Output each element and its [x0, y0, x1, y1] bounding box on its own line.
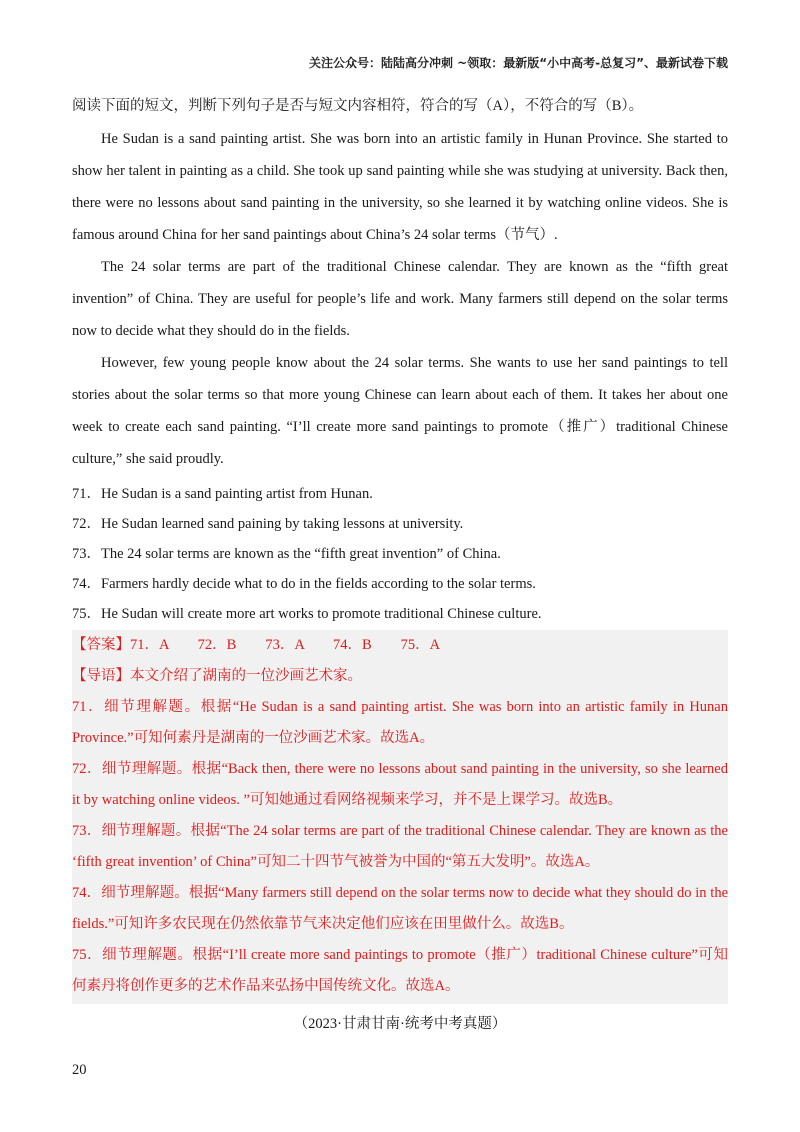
- explanation-item: 71．细节理解题。根据“He Sudan is a sand painting artist. She was born into an artistic family in Hunan Province.”可知何素丹是湖南的一位沙画艺术家。故选A。: [72, 699, 728, 746]
- reading-passage: [72, 123, 728, 475]
- instruction: 阅读下面的短文，判断下列句子是否与短文内容相符，符合的写（A），不符合的写（B）。: [72, 98, 644, 114]
- explanation-item: 75．细节理解题。根据“I’ll create more sand paintings to promote（推广）traditional Chinese culture”可知何素丹将创作更多的艺术作品来弘扬中国传统文化。故选A。: [72, 947, 728, 994]
- explanation-item: 73．细节理解题。根据“The 24 solar terms are part of the traditional Chinese calendar. They are known as the ‘fifth great invention’ of China”可知二十四节气被誉为中国的“第五大发明”。故选A。: [72, 823, 728, 870]
- question-item: 71．He Sudan is a sand painting artist from Hunan.: [72, 486, 373, 502]
- passage-paragraph: He Sudan is a sand painting artist. She was born into an artistic family in Hunan Province. She started to show her talent in painting as a child. She took up sand painting while she was studying at university. Back then, there were no lessons about sand painting in the university, so she learned it by watching online videos. She is famous around China for her sand paintings about China’s 24 solar terms（节气）.: [72, 131, 728, 243]
- document-body: [72, 96, 728, 1034]
- answer-key: 【答案】71．A 72．B 73．A 74．B 75．A: [72, 637, 441, 653]
- question-list: [72, 479, 728, 629]
- question-item: 73．The 24 solar terms are known as the “fifth great invention” of China.: [72, 546, 501, 562]
- question-item: 75．He Sudan will create more art works to promote traditional Chinese culture.: [72, 606, 542, 622]
- answer-section: [72, 630, 728, 1004]
- passage-paragraph: The 24 solar terms are part of the traditional Chinese calendar. They are known as the “fifth great invention” of China. They are useful for people’s life and work. Many farmers still depend on the solar terms now to decide what they should do in the fields.: [72, 259, 728, 339]
- source-citation: （2023·甘肃甘南·统考中考真题）: [293, 1016, 507, 1032]
- explanation-item: 72．细节理解题。根据“Back then, there were no lessons about sand painting in the university, so she learned it by watching online videos. ”可知她通过看网络视频来学习，并不是上课学习。故选B。: [72, 761, 728, 808]
- question-item: 72．He Sudan learned sand paining by taking lessons at university.: [72, 516, 464, 532]
- explanation-item: 74．细节理解题。根据“Many farmers still depend on the solar terms now to decide what they should do in the fields.”可知许多农民现在仍然依靠节气来决定他们应该在田里做什么。故选B。: [72, 885, 728, 932]
- passage-paragraph: However, few young people know about the 24 solar terms. She wants to use her sand paintings to tell stories about the solar terms so that more young Chinese can learn about each of them. It takes her about one week to create each sand painting. “I’ll create more sand paintings to promote（推广）traditional Chinese culture,” she said proudly.: [72, 355, 728, 467]
- page-header: 关注公众号：陆陆高分冲刺 ~领取：最新版“小中高考-总复习”、最新试卷下载: [309, 56, 728, 70]
- guide-text: 【导语】本文介绍了湖南的一位沙画艺术家。: [72, 668, 362, 684]
- question-item: 74．Farmers hardly decide what to do in the fields according to the solar terms.: [72, 576, 536, 592]
- page-number: 20: [72, 1062, 87, 1078]
